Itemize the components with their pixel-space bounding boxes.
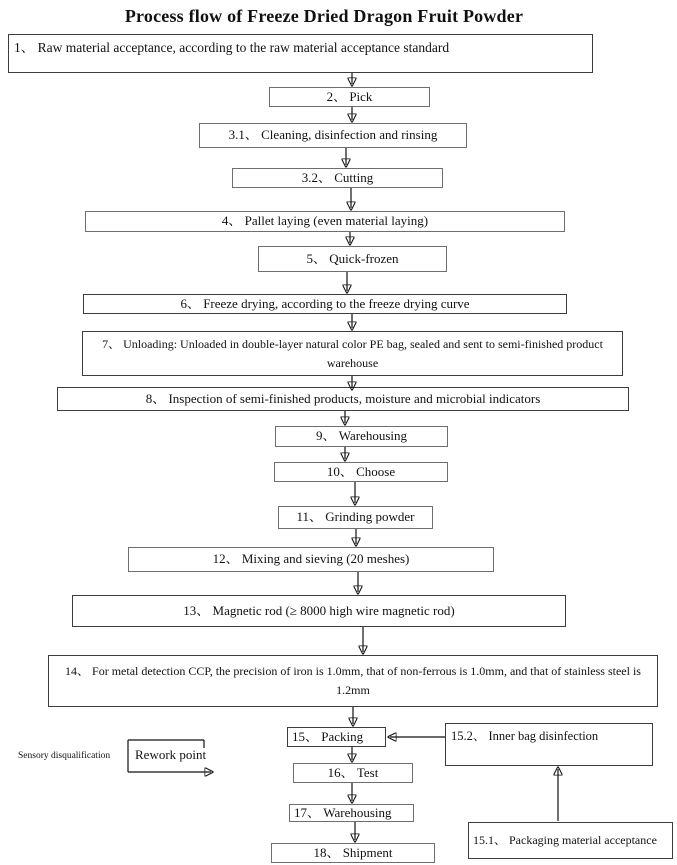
flow-box-16: 16、 Test (293, 763, 413, 783)
flow-box-11: 11、 Grinding powder (278, 506, 433, 529)
flow-box-7-line2: warehouse (326, 355, 379, 370)
flow-box-9: 9、 Warehousing (275, 426, 448, 447)
flow-box-4: 4、 Pallet laying (even material laying) (85, 211, 565, 232)
flow-box-10: 10、 Choose (274, 462, 448, 482)
flow-box-14-line1: 14、 For metal detection CCP, the precision of iron is 1.0mm, that of non-ferrous is 1.0mm, and that of stainless steel is (65, 664, 641, 679)
flow-box-7-line1: 7、 Unloading: Unloaded in double-layer natural color PE bag, sealed and sent to semi-finished product (102, 336, 603, 351)
flow-box-7 (82, 331, 623, 376)
rework-point-label: Rework point (135, 747, 207, 762)
flow-box-12: 12、 Mixing and sieving (20 meshes) (128, 547, 494, 572)
flow-box-3-2: 3.2、 Cutting (232, 168, 443, 188)
flow-box-15-2: 15.2、 Inner bag disinfection (445, 723, 653, 766)
flow-box-3-1: 3.1、 Cleaning, disinfection and rinsing (199, 123, 467, 148)
flow-box-14-line2: 1.2mm (336, 683, 370, 697)
flow-box-8: 8、 Inspection of semi-finished products, moisture and microbial indicators (57, 387, 629, 411)
flow-box-2: 2、 Pick (269, 87, 430, 107)
flow-box-18: 18、 Shipment (271, 843, 435, 863)
flow-box-15-1: 15.1、 Packaging material acceptance (468, 822, 673, 859)
flow-box-6: 6、 Freeze drying, according to the freeze drying curve (83, 294, 567, 314)
flow-box-17: 17、 Warehousing (289, 804, 414, 822)
sensory-disqualification-label: Sensory disqualification (18, 751, 111, 761)
flow-box-13: 13、 Magnetic rod (≥ 8000 high wire magnetic rod) (72, 595, 566, 627)
page-title: Process flow of Freeze Dried Dragon Fruit Powder (124, 6, 524, 26)
flow-box-14 (48, 655, 658, 707)
flow-box-15: 15、 Packing (287, 727, 386, 747)
flow-box-5: 5、 Quick-frozen (258, 246, 447, 272)
flow-box-1: 1、 Raw material acceptance, according to the raw material acceptance standard (8, 34, 593, 73)
